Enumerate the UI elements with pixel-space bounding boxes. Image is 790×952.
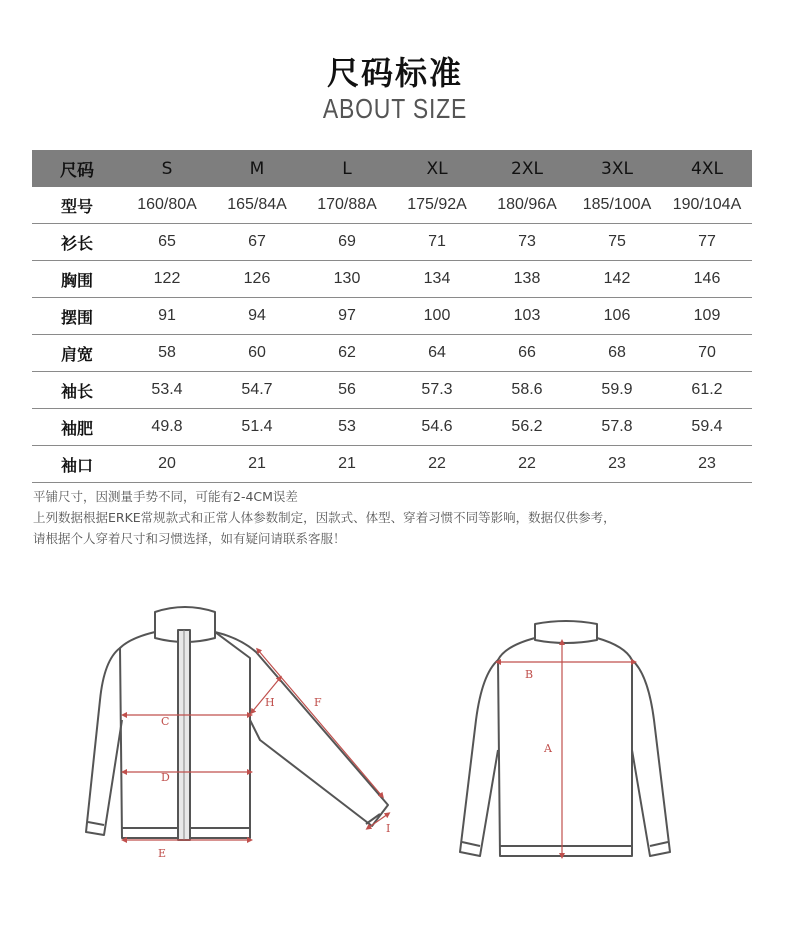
table-cell: 68	[572, 335, 662, 372]
label-B: B	[525, 668, 534, 681]
table-cell: 56	[302, 372, 392, 409]
table-cell: 190/104A	[662, 187, 752, 224]
table-cell: 146	[662, 261, 752, 298]
table-cell: 49.8	[122, 409, 212, 446]
table-cell: 103	[482, 298, 572, 335]
table-cell: 73	[482, 224, 572, 261]
table-cell: 53	[302, 409, 392, 446]
table-cell: 20	[122, 446, 212, 483]
note-line: 上列数据根据ERKE常规款式和正常人体参数制定，因款式、体型、穿着习惯不同等影响，数据仅供参考，	[33, 510, 616, 525]
table-header-row	[32, 150, 752, 187]
page-title: 尺码标准	[326, 54, 463, 92]
table-cell: 64	[392, 335, 482, 372]
note-line: 请根据个人穿着尺寸和习惯选择，如有疑问请联系客服！	[33, 531, 346, 546]
table-cell: 170/88A	[302, 187, 392, 224]
table-cell: 23	[572, 446, 662, 483]
column-header: 尺码	[32, 150, 122, 187]
table-cell: 61.2	[662, 372, 752, 409]
jacket-back-illustration	[460, 621, 670, 856]
size-table	[32, 150, 752, 483]
table-cell: 142	[572, 261, 662, 298]
table-row	[32, 446, 752, 483]
table-row	[32, 298, 752, 335]
table-cell: 66	[482, 335, 572, 372]
table-cell: 22	[392, 446, 482, 483]
label-C: C	[161, 715, 170, 728]
row-label: 胸围	[32, 261, 122, 298]
size-notes	[33, 486, 616, 549]
table-cell: 106	[572, 298, 662, 335]
measurement-diagram	[0, 600, 790, 880]
table-cell: 138	[482, 261, 572, 298]
table-cell: 54.6	[392, 409, 482, 446]
table-cell: 122	[122, 261, 212, 298]
table-cell: 51.4	[212, 409, 302, 446]
table-cell: 91	[122, 298, 212, 335]
table-cell: 21	[212, 446, 302, 483]
table-cell: 58.6	[482, 372, 572, 409]
column-header: M	[212, 150, 302, 187]
table-cell: 58	[122, 335, 212, 372]
row-label: 袖肥	[32, 409, 122, 446]
table-cell: 54.7	[212, 372, 302, 409]
label-A: A	[544, 742, 552, 755]
table-cell: 160/80A	[122, 187, 212, 224]
table-cell: 180/96A	[482, 187, 572, 224]
table-cell: 56.2	[482, 409, 572, 446]
table-cell: 134	[392, 261, 482, 298]
table-cell: 67	[212, 224, 302, 261]
table-cell: 126	[212, 261, 302, 298]
table-cell: 100	[392, 298, 482, 335]
table-cell: 65	[122, 224, 212, 261]
table-row	[32, 372, 752, 409]
column-header: 4XL	[662, 150, 752, 187]
table-cell: 57.3	[392, 372, 482, 409]
label-F: F	[314, 696, 322, 709]
column-header: 3XL	[572, 150, 662, 187]
page-subtitle: ABOUT SIZE	[322, 93, 468, 124]
row-label: 型号	[32, 187, 122, 224]
table-cell: 21	[302, 446, 392, 483]
row-label: 摆围	[32, 298, 122, 335]
column-header: S	[122, 150, 212, 187]
table-cell: 60	[212, 335, 302, 372]
front-measure-lines	[124, 650, 391, 840]
label-D: D	[161, 771, 170, 784]
table-row	[32, 187, 752, 224]
note-line: 平铺尺寸，因测量手势不同，可能有2-4CM误差	[33, 489, 298, 504]
label-H: H	[265, 696, 275, 709]
back-measure-lines	[498, 642, 634, 856]
table-cell: 75	[572, 224, 662, 261]
table-cell: 57.8	[572, 409, 662, 446]
table-cell: 69	[302, 224, 392, 261]
table-cell: 59.9	[572, 372, 662, 409]
row-label: 袖长	[32, 372, 122, 409]
column-header: XL	[392, 150, 482, 187]
label-I: I	[386, 822, 391, 835]
table-row	[32, 261, 752, 298]
table-cell: 22	[482, 446, 572, 483]
table-cell: 71	[392, 224, 482, 261]
row-label: 袖口	[32, 446, 122, 483]
label-E: E	[158, 847, 167, 860]
table-row	[32, 409, 752, 446]
column-header: 2XL	[482, 150, 572, 187]
table-cell: 59.4	[662, 409, 752, 446]
table-cell: 77	[662, 224, 752, 261]
column-header: L	[302, 150, 392, 187]
jacket-front-illustration	[86, 607, 391, 840]
table-cell: 109	[662, 298, 752, 335]
table-row	[32, 224, 752, 261]
table-cell: 175/92A	[392, 187, 482, 224]
table-cell: 97	[302, 298, 392, 335]
table-cell: 165/84A	[212, 187, 302, 224]
table-cell: 23	[662, 446, 752, 483]
row-label: 衫长	[32, 224, 122, 261]
row-label: 肩宽	[32, 335, 122, 372]
table-row	[32, 335, 752, 372]
table-cell: 62	[302, 335, 392, 372]
table-cell: 130	[302, 261, 392, 298]
table-cell: 53.4	[122, 372, 212, 409]
table-cell: 185/100A	[572, 187, 662, 224]
table-cell: 94	[212, 298, 302, 335]
table-cell: 70	[662, 335, 752, 372]
